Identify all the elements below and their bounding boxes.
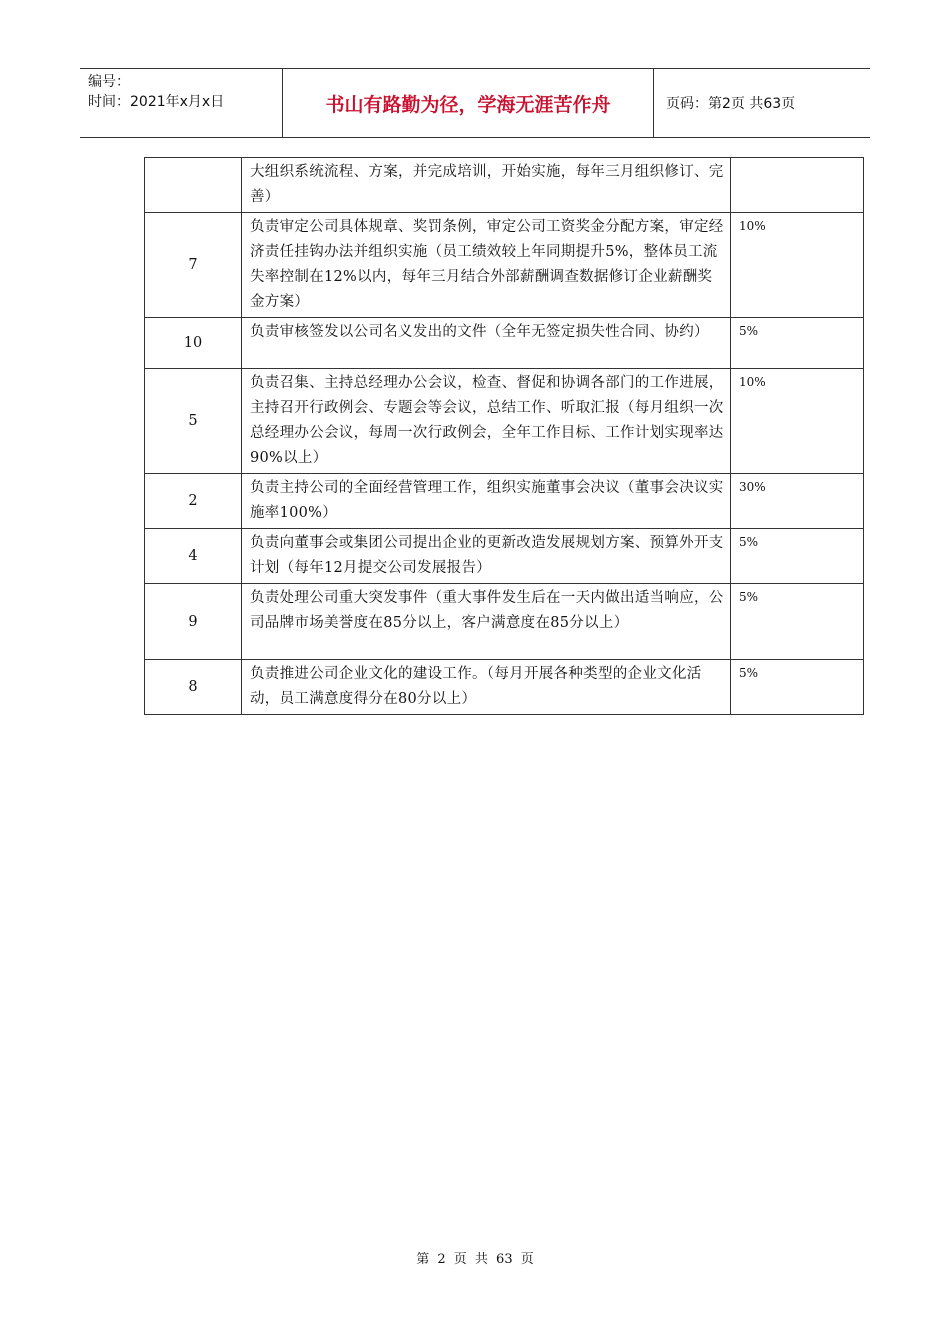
row-weight: 5%	[731, 529, 864, 584]
table-row	[145, 318, 864, 369]
row-weight: 5%	[731, 660, 864, 715]
row-number: 9	[145, 584, 242, 660]
table-row	[145, 213, 864, 318]
table-row	[145, 529, 864, 584]
row-description: 负责召集、主持总经理办公会议，检查、督促和协调各部门的工作进展，主持召开行政例会、专题会等会议，总结工作、听取汇报（每月组织一次总经理办公会议，每周一次行政例会，全年工作目标、工作计划实现率达90%以上）	[242, 369, 731, 474]
document-date: 时间：2021年x月x日	[88, 94, 225, 110]
row-number: 4	[145, 529, 242, 584]
table-row	[145, 474, 864, 529]
row-weight: 10%	[731, 213, 864, 318]
page-header	[80, 68, 870, 138]
row-description: 负责主持公司的全面经营管理工作，组织实施董事会决议（董事会决议实施率100%）	[242, 474, 731, 529]
table-row	[145, 158, 864, 213]
row-number: 5	[145, 369, 242, 474]
row-number: 7	[145, 213, 242, 318]
row-weight: 5%	[731, 318, 864, 369]
row-number: 8	[145, 660, 242, 715]
row-number: 10	[145, 318, 242, 369]
row-weight: 5%	[731, 584, 864, 660]
header-page-info: 页码：第2页 共63页	[666, 96, 796, 112]
page-footer: 第 2 页 共 63 页	[416, 1252, 534, 1267]
row-number	[145, 158, 242, 213]
row-description: 负责推进公司企业文化的建设工作。（每月开展各种类型的企业文化活动，员工满意度得分在80分以上）	[242, 660, 731, 715]
document-code-label: 编号：	[88, 74, 130, 90]
row-description: 大组织系统流程、方案，并完成培训，开始实施，每年三月组织修订、完善）	[242, 158, 731, 213]
row-description: 负责处理公司重大突发事件（重大事件发生后在一天内做出适当响应，公司品牌市场美誉度在85分以上，客户满意度在85分以上）	[242, 584, 731, 660]
table-row	[145, 660, 864, 715]
table-row	[145, 584, 864, 660]
header-meta	[80, 69, 282, 137]
row-weight: 30%	[731, 474, 864, 529]
table-row	[145, 369, 864, 474]
duties-table	[144, 157, 864, 715]
row-number: 2	[145, 474, 242, 529]
row-weight	[731, 158, 864, 213]
header-motto: 书山有路勤为径，学海无涯苦作舟	[282, 69, 654, 137]
row-description: 负责审核签发以公司名义发出的文件（全年无签定损失性合同、协约）	[242, 318, 731, 369]
row-description: 负责向董事会或集团公司提出企业的更新改造发展规划方案、预算外开支计划（每年12月提交公司发展报告）	[242, 529, 731, 584]
row-description: 负责审定公司具体规章、奖罚条例，审定公司工资奖金分配方案，审定经济责任挂钩办法并组织实施（员工绩效较上年同期提升5%，整体员工流失率控制在12%以内，每年三月结合外部薪酬调查数据修订企业薪酬奖金方案）	[242, 213, 731, 318]
row-weight: 10%	[731, 369, 864, 474]
